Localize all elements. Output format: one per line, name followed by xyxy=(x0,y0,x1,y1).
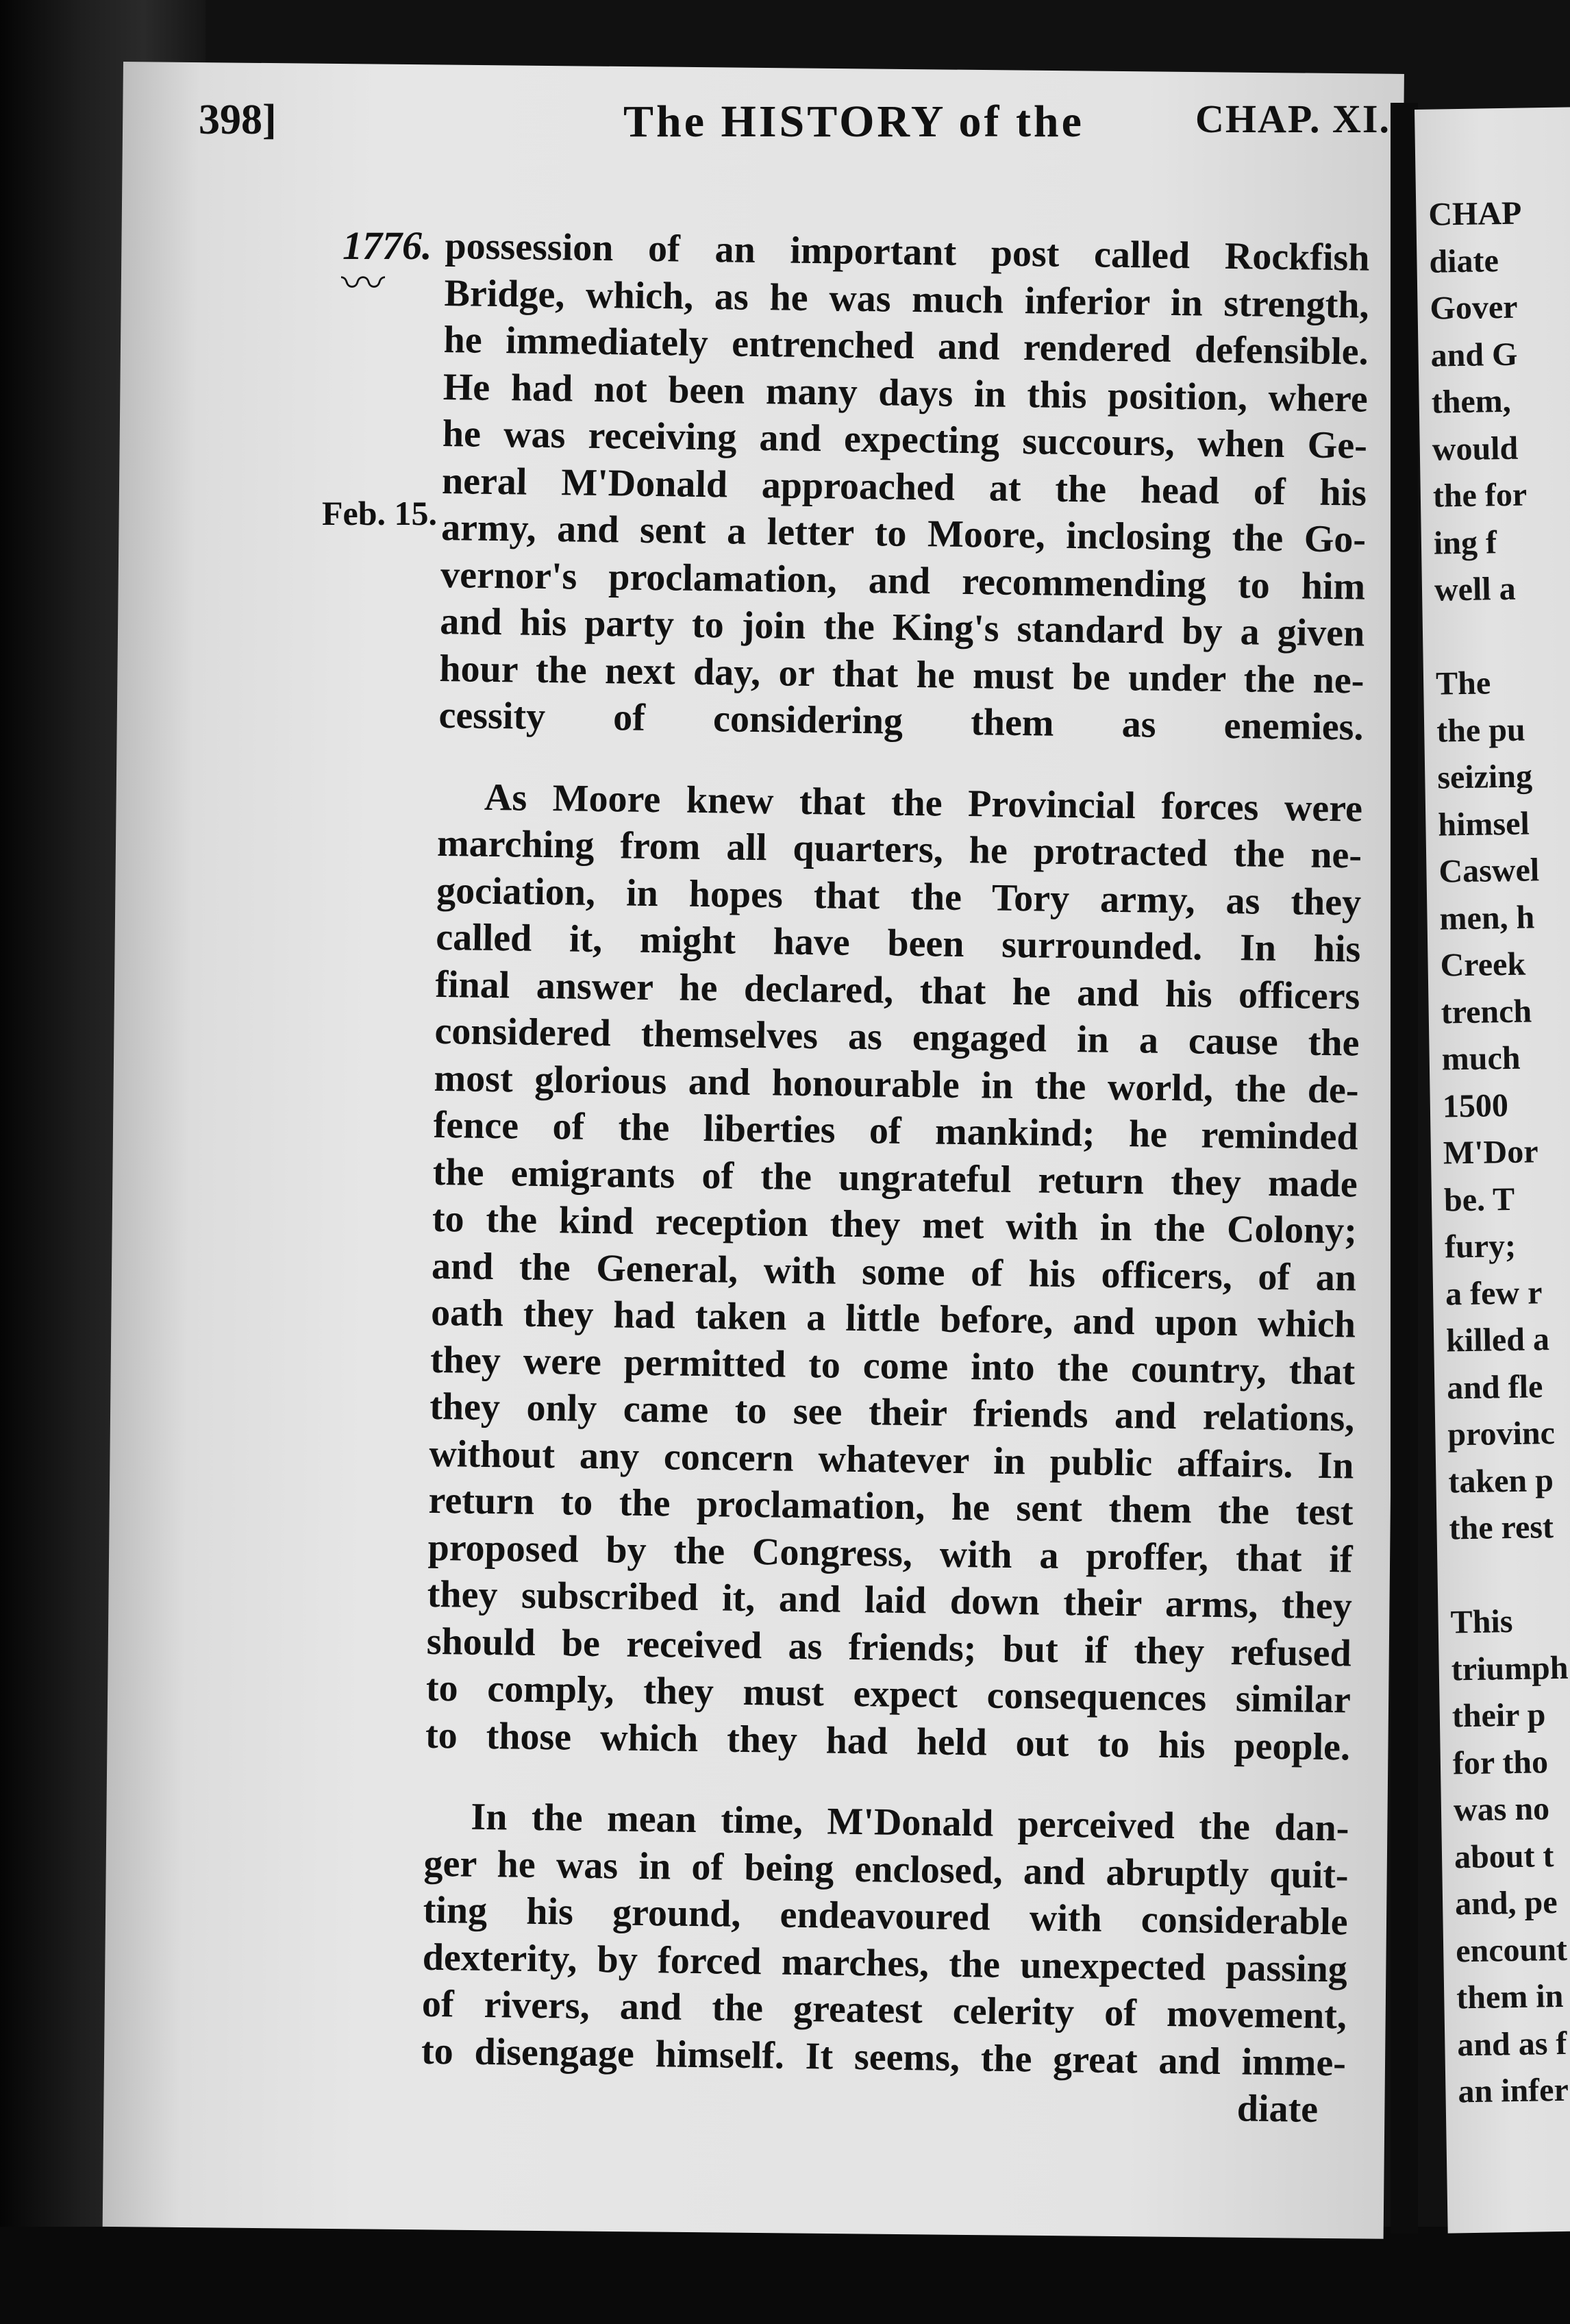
fragment-line: their p xyxy=(1451,1696,1546,1735)
catchword: diate xyxy=(1236,2087,1319,2131)
text-line: dexterity, by forced marches, the unexpected passing xyxy=(422,1936,1348,1990)
fragment-line: the for xyxy=(1432,476,1528,515)
text-line: army, and sent a letter to Moore, inclosing the Go- xyxy=(440,506,1367,561)
fragment-line: This xyxy=(1450,1603,1513,1641)
fragment-line: would xyxy=(1432,430,1519,468)
fragment-line: about t xyxy=(1454,1837,1554,1875)
paragraph xyxy=(421,1793,1349,2087)
fragment-line: for tho xyxy=(1452,1743,1549,1781)
fragment-line: seizing xyxy=(1436,758,1533,796)
text-line: called it, might have been surrounded. In his xyxy=(435,915,1361,971)
text-line: vernor's proclamation, and recommending to him xyxy=(440,553,1366,608)
fragment-line: be. T xyxy=(1443,1180,1515,1219)
fragment-line: much xyxy=(1441,1039,1521,1078)
fragment-line: CHAP xyxy=(1428,195,1522,233)
fragment-line: triumph xyxy=(1451,1649,1569,1688)
text-line: Bridge, which, as he was much inferior in strength, xyxy=(444,271,1369,327)
margin-flourish: 〰 xyxy=(341,260,385,308)
text-line: and the General, with some of his officers, of an xyxy=(431,1244,1357,1300)
text-line: neral M'Donald approached at the head of his xyxy=(441,459,1367,515)
running-title: The HISTORY of the xyxy=(623,97,1084,147)
text-line: they only came to see their friends and relations, xyxy=(429,1385,1355,1440)
fragment-line: Creek xyxy=(1440,945,1526,984)
fragment-line: them, xyxy=(1431,382,1512,421)
fragment-line xyxy=(1435,612,1553,660)
text-line: to those which they had held out to his people. xyxy=(425,1714,1351,1768)
text-line: most glorious and honourable in the world, the de- xyxy=(434,1056,1359,1112)
fragment-line: well a xyxy=(1434,570,1517,608)
text-line: of rivers, and the greatest celerity of movement, xyxy=(421,1982,1347,2038)
paragraph xyxy=(438,223,1370,751)
right-page-text xyxy=(1428,190,1570,2116)
text-line: they subscribed it, and laid down their arms, they xyxy=(427,1572,1353,1628)
fragment-line: an infer xyxy=(1458,2071,1569,2110)
body-text xyxy=(421,223,1370,2134)
fragment-line: them in xyxy=(1456,1977,1564,2016)
fragment-line: diate xyxy=(1429,242,1499,280)
fragment-line: and fle xyxy=(1446,1368,1543,1406)
fragment-line: and, pe xyxy=(1454,1884,1558,1923)
text-line: should be received as friends; but if they refused xyxy=(426,1620,1352,1674)
margin-date: Feb. 15. xyxy=(322,494,438,532)
text-line: gociation, in hopes that the Tory army, as they xyxy=(436,869,1362,924)
text-line: ting his ground, endeavoured with considerable xyxy=(423,1888,1349,1944)
fragment-line: fury; xyxy=(1444,1227,1517,1265)
fragment-line: the pu xyxy=(1436,711,1526,750)
fragment-line: killed a xyxy=(1445,1321,1550,1359)
fragment-line: The xyxy=(1435,665,1491,702)
margin-year: 1776. xyxy=(342,223,432,268)
fragment-line: encount xyxy=(1455,1931,1568,1969)
text-line: without any concern whatever in public affairs. In xyxy=(429,1432,1354,1487)
text-line: marching from all quarters, he protracted the ne- xyxy=(436,821,1362,877)
fragment-line: Gover xyxy=(1430,288,1518,327)
fragment-line: himsel xyxy=(1437,804,1530,843)
fragment-line: a few r xyxy=(1445,1274,1543,1313)
fragment-line xyxy=(1449,1550,1567,1599)
fragment-line: the rest xyxy=(1449,1509,1554,1547)
text-line: final answer he declared, that he and his officers xyxy=(435,963,1360,1018)
text-line: he was receiving and expecting succours, when Ge- xyxy=(442,412,1368,467)
fragment-line: and as f xyxy=(1456,2025,1567,2063)
text-line: he immediately entrenched and rendered defensible. xyxy=(443,318,1369,373)
text-line: to the kind reception they met with in the Colony; xyxy=(432,1197,1358,1252)
text-line: As Moore knew that the Provincial forces were xyxy=(484,776,1363,830)
text-line: the emigrants of the ungrateful return they made xyxy=(432,1150,1358,1206)
fragment-line: Caswel xyxy=(1438,852,1540,890)
running-header xyxy=(199,96,1397,158)
fragment-line: men, h xyxy=(1439,898,1535,937)
paragraph xyxy=(425,773,1363,1770)
text-line: hour the next day, or that he must be under the ne- xyxy=(439,647,1365,702)
fragment-line: ing f xyxy=(1433,523,1497,562)
text-line: In the mean time, M'Donald perceived the dan- xyxy=(471,1795,1349,1850)
text-line: fence of the liberties of mankind; he reminded xyxy=(433,1103,1359,1159)
text-line: proposed by the Congress, with a proffer, that if xyxy=(427,1526,1353,1581)
text-line: ger he was in of being enclosed, and abruptly quit- xyxy=(423,1842,1349,1896)
text-line: to disengage himself. It seems, the great and imme- xyxy=(421,2029,1347,2084)
chapter-label: CHAP. XI. xyxy=(1195,97,1391,141)
text-line: He had not been many days in this position, where xyxy=(443,365,1369,421)
page-gutter xyxy=(1391,103,1418,2234)
fragment-line: taken p xyxy=(1448,1461,1554,1500)
fragment-line: was no xyxy=(1453,1790,1550,1829)
text-line: cessity of considering them as enemies. xyxy=(438,693,1364,749)
text-line: oath they had taken a little before, and upon which xyxy=(430,1291,1356,1346)
text-line: they were permitted to come into the country, that xyxy=(429,1338,1356,1394)
fragment-line: and G xyxy=(1430,336,1518,374)
text-line: considered themselves as engaged in a cause the xyxy=(434,1009,1360,1065)
fragment-line: provinc xyxy=(1447,1415,1556,1453)
fragment-line: 1500 xyxy=(1442,1087,1509,1125)
fragment-line: trench xyxy=(1441,992,1532,1031)
fragment-line: M'Dor xyxy=(1443,1133,1538,1172)
text-line: to comply, they must expect consequences similar xyxy=(425,1666,1351,1722)
scan-bottom-border xyxy=(0,2227,1570,2324)
text-line: possession of an important post called Rockfish xyxy=(445,224,1370,280)
right-page-fragment xyxy=(1415,107,1570,2233)
page-number: 398] xyxy=(199,97,277,143)
text-line: return to the proclamation, he sent them the test xyxy=(428,1479,1354,1534)
text-line: and his party to join the King's standard by a given xyxy=(439,599,1365,655)
